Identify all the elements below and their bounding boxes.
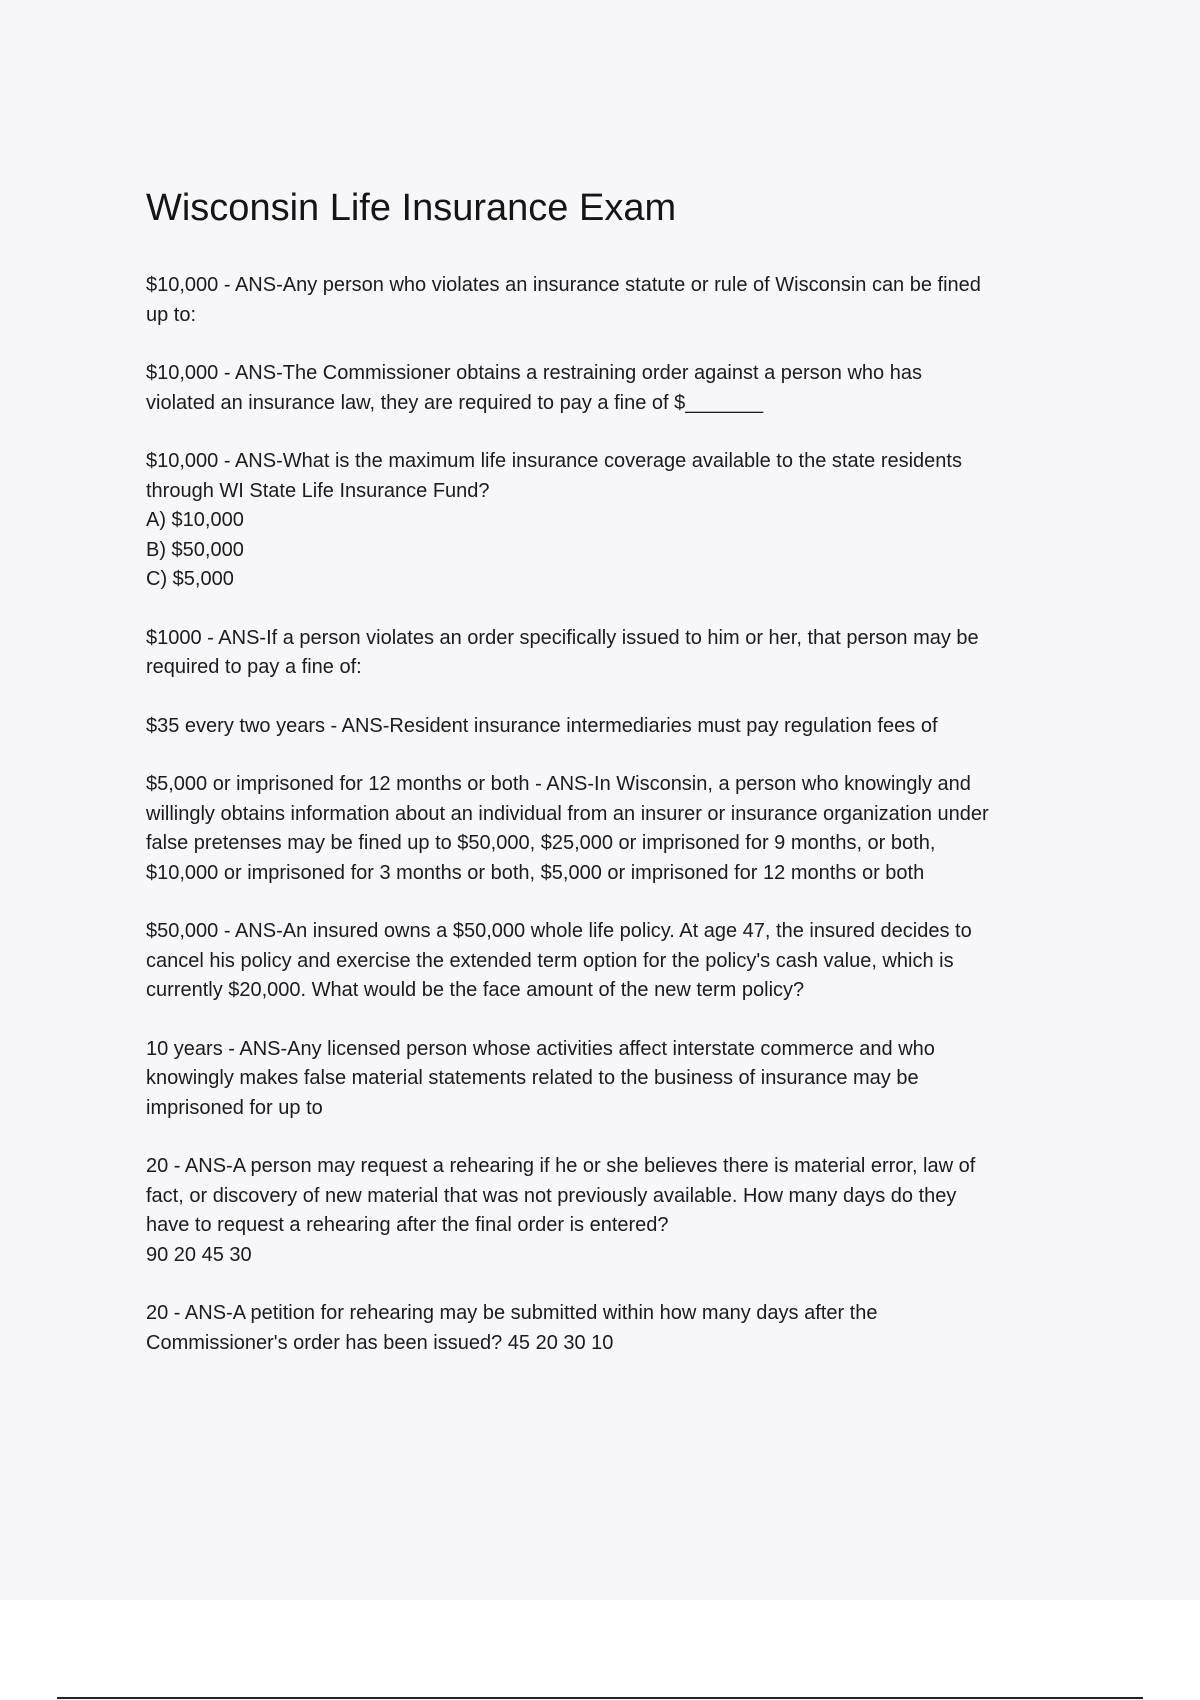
qa-entry-line: have to request a rehearing after the final order is entered? (146, 1214, 669, 1236)
qa-entry-line: $10,000 - ANS-The Commissioner obtains a restraining order against a person who has (146, 362, 922, 384)
qa-entry (146, 359, 1086, 418)
qa-entry-line: $50,000 - ANS-An insured owns a $50,000 whole life policy. At age 47, the insured decides to (146, 920, 972, 942)
qa-entry (146, 1152, 1086, 1270)
qa-entry (146, 917, 1086, 1006)
qa-entry-line: cancel his policy and exercise the extended term option for the policy's cash value, which is (146, 949, 954, 972)
qa-entry (146, 770, 1086, 888)
qa-entry-line: required to pay a fine of: (146, 656, 362, 678)
qa-entry-line: Commissioner's order has been issued? 45 20 30 10 (146, 1331, 614, 1354)
qa-entry-line: violated an insurance law, they are required to pay a fine of $_______ (146, 391, 764, 414)
qa-entry-line: 10 years - ANS-Any licensed person whose activities affect interstate commerce and who (146, 1037, 935, 1060)
qa-entry (146, 1035, 1086, 1124)
qa-entry-line: fact, or discovery of new material that was not previously available. How many days do they (146, 1184, 957, 1207)
qa-entry-line: 20 - ANS-A petition for rehearing may be submitted within how many days after the (146, 1302, 878, 1324)
qa-entry-line: knowingly makes false material statements related to the business of insurance may be (146, 1067, 919, 1089)
qa-entry-line: false pretenses may be fined up to $50,000, $25,000 or imprisoned for 9 months, or both, (146, 832, 936, 854)
qa-entry-line: 20 - ANS-A person may request a rehearing if he or she believes there is material error, law of (146, 1155, 976, 1177)
document-title: Wisconsin Life Insurance Exam (146, 187, 677, 229)
qa-entry-line: $35 every two years - ANS-Resident insurance intermediaries must pay regulation fees of (146, 714, 938, 737)
qa-entry-line: up to: (146, 303, 197, 326)
qa-entry (146, 712, 1086, 742)
qa-entry-line: $1000 - ANS-If a person violates an order specifically issued to him or her, that person may be (146, 626, 979, 649)
qa-entry-line: $5,000 or imprisoned for 12 months or both - ANS-In Wisconsin, a person who knowingly and (146, 773, 971, 795)
qa-entry-line: imprisoned for up to (146, 1096, 323, 1119)
qa-entry (146, 1299, 1086, 1358)
qa-entry-line: $10,000 or imprisoned for 3 months or both, $5,000 or imprisoned for 12 months or both (146, 861, 925, 884)
qa-entry-line: 90 20 45 30 (146, 1243, 252, 1266)
qa-entry-list (146, 271, 1086, 1358)
page-divider (57, 1697, 1143, 1699)
qa-entry-line: $10,000 - ANS-Any person who violates an insurance statute or rule of Wisconsin can be fined (146, 274, 981, 296)
qa-entry-line: B) $50,000 (146, 538, 244, 561)
qa-entry (146, 447, 1086, 595)
qa-entry-line: currently $20,000. What would be the face amount of the new term policy? (146, 979, 805, 1001)
document-content (146, 185, 1086, 1387)
qa-entry (146, 271, 1086, 330)
qa-entry-line: through WI State Life Insurance Fund? (146, 479, 490, 502)
qa-entry-line: C) $5,000 (146, 568, 234, 590)
qa-entry-line: A) $10,000 (146, 509, 244, 531)
qa-entry-line: $10,000 - ANS-What is the maximum life insurance coverage available to the state residents (146, 450, 962, 472)
qa-entry (146, 624, 1086, 683)
qa-entry-line: willingly obtains information about an individual from an insurer or insurance organization under (146, 802, 989, 825)
